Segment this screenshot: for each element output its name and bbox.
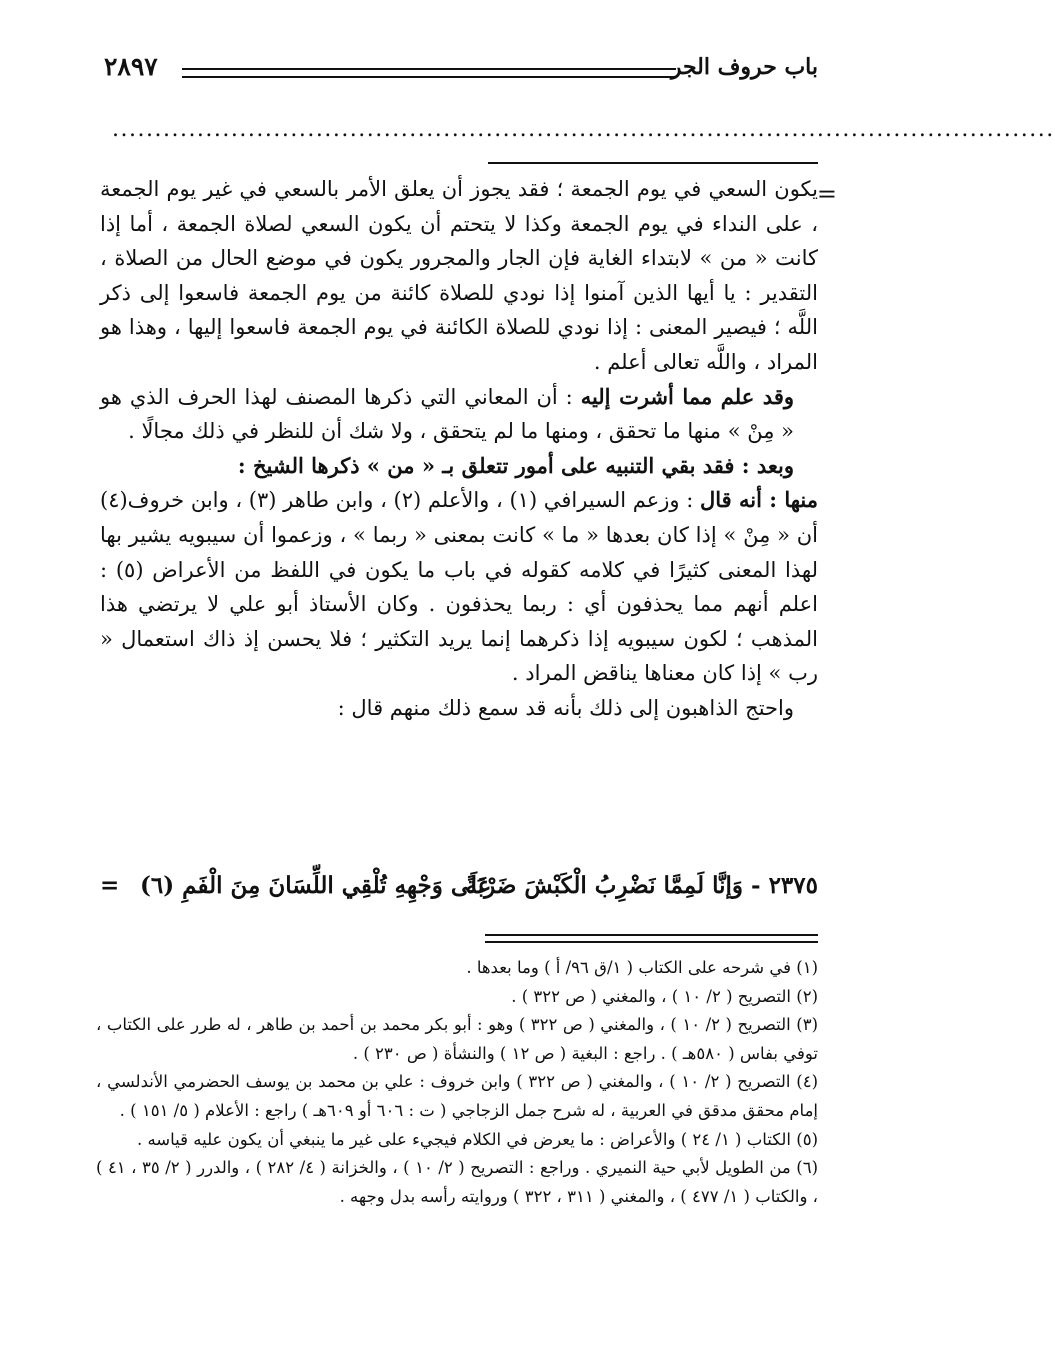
paragraph-5: واحتج الذاهبون إلى ذلك بأنه قد سمع ذلك منهم قال : <box>337 695 794 720</box>
page-header <box>104 52 818 92</box>
page-number: ٢٨٩٧ <box>104 52 158 81</box>
footnote-1: (١) في شرحه على الكتاب ( ١/ق ٩٦/ أ ) وما بعدها . <box>466 958 818 977</box>
verse-second-hemistich: عَلَى وَجْهِهِ تُلْقِي اللِّسَانَ مِنَ الْفَمِ (٦) <box>140 872 492 899</box>
paragraph-4-lead: منها : أنه قال <box>700 487 819 513</box>
footnote-4: (٤) التصريح ( ٢/ ١٠ ) ، والمغني ( ص ٣٢٢ ) وابن خروف : علي بن محمد بن يوسف الحضرمي الأندلسي ، إمام محقق مدقق في العربية ، له شرح جمل الزجاجي ( ت : ٦٠٦ أو ٦٠٩هـ ) راجع : الأعلام ( ٥/ ١٥١ ) . <box>96 1072 819 1120</box>
footnote-5: (٥) الكتاب ( ١/ ٢٤ ) والأعراض : ما يعرض في الكلام فيجيء على غير ما ينبغي أن يكون عليه قياسه . <box>136 1129 818 1149</box>
footnote-2: (٢) التصريح ( ٢/ ١٠ ) ، والمغني ( ص ٣٢٢ ) . <box>511 986 818 1006</box>
top-rule <box>488 162 818 164</box>
paragraph-2-text: : أن المعاني التي ذكرها المصنف لهذا الحرف الذي هو « مِنْ » منها ما تحقق ، ومنها ما لم يتحقق ، ولا شك أن للنظر في ذلك مجالًا . <box>100 384 794 444</box>
verse-first-hemistich: ٢٣٧٥ - وَإنَّا لَمِمَّا نَضْرِبُ الْكَبْشَ ضَرْبَةً <box>465 872 818 899</box>
footnote-3: (٣) التصريح ( ٢/ ١٠ ) ، والمغني ( ص ٣٢٢ ) وهو : أبو بكر محمد بن أحمد بن طاهر ، له طرر على الكتاب ، توفي بفاس ( ٥٨٠هـ ) . راجع : البغية ( ص ١٢ ) والنشأة ( ص ٢٣٠ ) . <box>96 1015 818 1063</box>
main-text <box>100 172 818 726</box>
continuation-marker: = <box>816 180 837 208</box>
paragraph-2-lead: وقد علم مما أشرت إليه <box>580 383 794 409</box>
footnote-rule <box>485 934 818 943</box>
verse-continuation-marker: = <box>100 872 120 899</box>
footnote-6: (٦) من الطويل لأبي حية النميري . وراجع : التصريح ( ٢/ ١٠ ) ، والخزانة ( ٤/ ٢٨٢ ) ، والدرر ( ٢/ ٣٥ ، ٤١ ) ، والكتاب ( ١/ ٤٧٧ ) ، والمغني ( ٣١١ ، ٣٢٢ ) وروايته رأسه بدل وجهه . <box>96 1158 819 1206</box>
header-rule <box>182 68 676 78</box>
footnotes <box>96 954 818 1211</box>
paragraph-3: وبعد : فقد بقي التنبيه على أمور تتعلق بـ « من » ذكرها الشيخ : <box>237 452 794 478</box>
dotted-separator: ............................................................................................................... <box>112 117 1055 142</box>
paragraph-4 <box>100 483 818 691</box>
paragraph-4-text: : وزعم السيرافي (١) ، والأعلم (٢) ، وابن طاهر (٣) ، وابن خروف(٤) أن « مِنْ » إذا كان بعدها « ما » كانت بمعنى « ربما » ، وزعموا أن سيبويه يشير بها لهذا المعنى كثيرًا في كلامه كقوله في باب ما يكون في اللفظ من الأعراض (٥) : اعلم أنهم مما يحذفون أي : ربما يحذفون . وكان الأستاذ أبو علي لا يرتضي هذا المذهب ؛ لكون سيبويه إذا ذكرهما إنما يريد التكثير ؛ فلا يحسن إذ ذاك استعمال « رب » إذا كان معناها يناقض المراد . <box>100 488 818 686</box>
paragraph-2 <box>100 380 818 449</box>
poetry-verse <box>100 868 818 908</box>
paragraph-1: يكون السعي في يوم الجمعة ؛ فقد يجوز أن يعلق الأمر بالسعي في غير يوم الجمعة ، على النداء في يوم الجمعة وكذا لا يتحتم أن يكون السعي لصلاة الجمعة ، أما إذا كانت « من » لابتداء الغاية فإن الجار والمجرور يكون في موضع الحال من الصلاة ، التقدير : يا أيها الذين آمنوا إذا نودي للصلاة كائنة من يوم الجمعة فاسعوا إلى ذكر اللَّه ؛ فيصير المعنى : إذا نودي للصلاة الكائنة في يوم الجمعة فاسعوا إليها ، وهذا هو المراد ، واللَّه تعالى أعلم . <box>100 177 818 374</box>
chapter-title: باب حروف الجر <box>670 54 818 80</box>
